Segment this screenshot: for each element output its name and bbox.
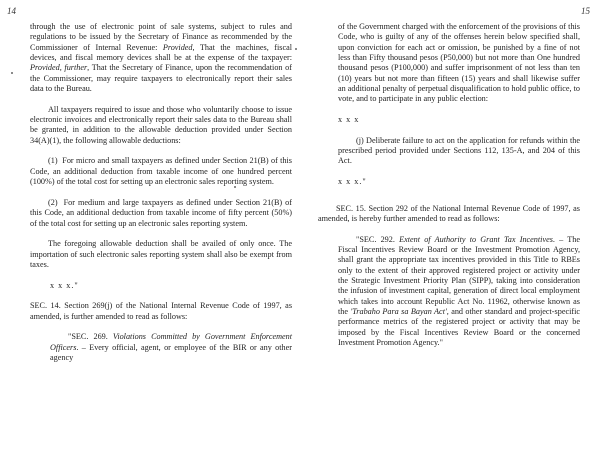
paragraph-sec-15: SEC. 15. Section 292 of the National Internal Revenue Code of 1997, as amended, is hereby further amended to read as follows: [318, 203, 580, 223]
left-column [30, 22, 292, 363]
page-number-left: 14 [7, 6, 16, 16]
scan-speck [295, 48, 297, 50]
omission-marker: x x x [338, 115, 360, 125]
omission-marker: x x x." [50, 280, 79, 290]
paragraph-availed-once: The foregoing allowable deduction shall be availed of only once. The importation of such electronic sales reporting system shall also be exempt from taxes. [30, 239, 292, 269]
paragraph-sec-269: "SEC. 269. Violations Committed by Government Enforcement Officers. – Every official, agent, or employee of the BIR or any other agency [50, 332, 292, 362]
paragraph-medium-large-taxpayers: (2) For medium and large taxpayers as defined under Section 21(B) of this Code, an additional deduction from taxable income of fifty percent (50%) of the total cost for setting up an electronic sales reporting system. [30, 197, 292, 228]
page-number-right: 15 [581, 6, 590, 16]
right-column [318, 22, 580, 348]
paragraph-penalties: of the Government charged with the enforcement of the provisions of this Code, who is guilty of any of the offenses herein below specified shall, upon conviction for each act or omission, be punished by a fine of not less than Fifty thousand pesos (P50,000) but not more than One hundred thousand pesos (P100,000) and suffer imprisonment of not less than ten (10) years but not more than fifteen (15) years and shall likewise suffer an additional penalty of perpetual disqualification to hold public office, to vote, and to participate in any public election: [338, 22, 580, 104]
paragraph-refund-failure: (j) Deliberate failure to act on the application for refunds within the prescribed period provided under Sections 112, 135-A, and 204 of this Act. [338, 135, 580, 166]
omission-marker: x x x." [338, 177, 367, 187]
paragraph-allowable-deductions: All taxpayers required to issue and those who voluntarily choose to issue electronic invoices and electronically report their sales data to the Bureau shall be granted, in addition to the allowable deduction provided under Section 34(A)(1), the following allowable deductions: [30, 104, 292, 145]
scan-speck [11, 72, 13, 74]
paragraph-micro-small-taxpayers: (1) For micro and small taxpayers as defined under Section 21(B) of this Code, an additional deduction from taxable income of one hundred percent (100%) of the total cost for setting up an electronic sales reporting system. [30, 156, 292, 187]
paragraph-pos-systems: through the use of electronic point of sale systems, subject to rules and regulations to be issued by the Secretary of Finance as recommended by the Commissioner of Internal Revenue: Provided, That the machines, fiscal devices, and fiscal memory devices shall be at the expense of the taxpayer: Provided, further, That the Secretary of Finance, upon the recommendation of the Commissioner, may require taxpayers to electronically report their sales data to the Bureau. [30, 22, 292, 94]
paragraph-sec-292: "SEC. 292. Extent of Authority to Grant Tax Incentives. – The Fiscal Incentives Review Board or the Investment Promotion Agency, shall grant the appropriate tax incentives provided in this Title to RBEs only to the extent of their approved registered project or activity under the Strategic Investment Priority Plan (SIPP), taking into consideration the infusion of investment capital, generation of direct local employment which takes into account Republic Act No. 11962, otherwise known as the 'Trabaho Para sa Bayan Act', and other standard and project-specific performance metrics of the registered project or activity that may be imposed by the Fiscal Incentives Review Board or the concerned Investment Promotion Agency." [338, 234, 580, 347]
paragraph-sec-14: SEC. 14. Section 269(j) of the National Internal Revenue Code of 1997, as amended, is further amended to read as follows: [30, 301, 292, 321]
scan-speck [234, 186, 236, 188]
